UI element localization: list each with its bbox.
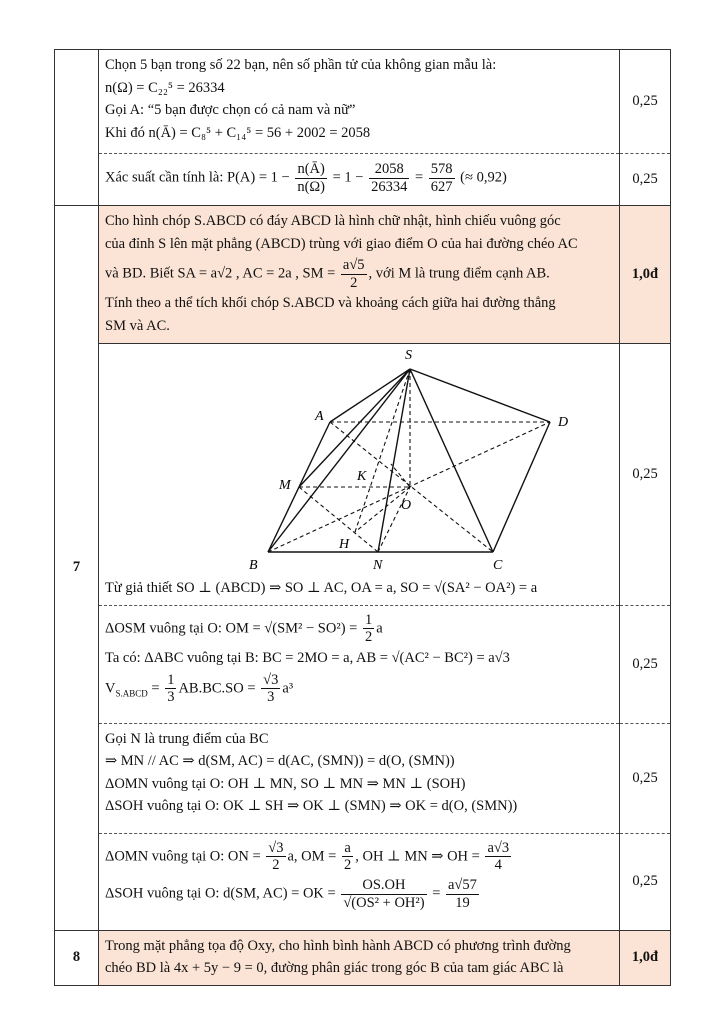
edge-SA — [330, 369, 410, 422]
label-A: A — [315, 408, 324, 424]
text-line: Gọi A: “5 bạn được chọn có cả nam và nữ” — [105, 102, 356, 119]
pyramid-figure — [135, 344, 635, 576]
text-label: Xác suất cần tính là: — [105, 169, 224, 186]
score-cell: 0,25 — [620, 723, 671, 833]
score-cell: 0,25 — [620, 605, 671, 723]
formula-line: ΔOMN vuông tại O: OH ⊥ MN, SO ⊥ MN ⇒ MN ⊥ (SOH) — [105, 775, 466, 792]
text-line: Chọn 5 bạn trong số 22 bạn, nên số phần tử của không gian mẫu là: — [105, 57, 497, 73]
question-number-cell-6 — [55, 50, 99, 206]
fraction: $\frac{a√5}{2}$ — [342, 257, 365, 291]
text-line: và BD. Biết SA = a√2 , AC = 2a , SM = $\frac{a√5}{2}$ , với M là trung điểm cạnh AB. — [105, 257, 550, 291]
solution-table — [54, 49, 671, 986]
edge-SM — [299, 369, 410, 487]
fraction: $\frac{a√57}{19}$ — [448, 876, 477, 911]
figure-caption: Từ giả thiết SO ⊥ (ABCD) ⇒ SO ⊥ AC, OA = a, SO = √(SA² − OA²) = a — [105, 579, 538, 596]
fraction: $\frac{578}{627}$ — [430, 161, 453, 195]
fraction: $\frac{√3}{2}$ — [268, 839, 284, 874]
score-cell: 0,25 — [620, 154, 671, 206]
fraction: $\frac{OS.OH}{\text{√(OS² + OH²)}}$ — [343, 876, 425, 911]
distance-result-cell — [99, 833, 620, 930]
text-line: chéo BD là 4x + 5y − 9 = 0, đường phân giác trong góc B của tam giác ABC là — [105, 960, 564, 977]
formula-line: ⇒ MN // AC ⇒ d(SM, AC) = d(AC, (SMN)) = d(O, (SMN)) — [105, 753, 455, 770]
edge-SN — [378, 369, 410, 552]
diagonal-BD — [268, 422, 550, 552]
text-line: của đỉnh S lên mặt phẳng (ABCD) trùng với giao điểm O của hai đường chéo AC — [105, 235, 578, 252]
formula-line: Khi đó n(Ā) = C₈⁵ + C₁₄⁵ = 56 + 2002 = 2058 — [105, 124, 371, 141]
formula-line: ΔSOH vuông tại O: OK ⊥ SH ⇒ OK ⊥ (SMN) ⇒ OK = d(O, (SMN)) — [105, 798, 518, 815]
formula-text: (≈ 0,92) — [460, 169, 507, 186]
label-D: D — [558, 414, 569, 430]
label-B: B — [249, 557, 258, 573]
edge-SB — [268, 369, 410, 552]
text-line: Gọi N là trung điểm của BC — [105, 730, 269, 747]
score-cell: 0,25 — [620, 343, 671, 605]
label-M: M — [279, 477, 291, 493]
edge-CD — [493, 422, 550, 552]
fraction: $\frac{√3}{3}$ — [263, 671, 279, 706]
label-K: K — [357, 468, 367, 484]
text-line: Cho hình chóp S.ABCD có đáy ABCD là hình chữ nhật, hình chiếu vuông góc — [105, 213, 561, 229]
text-line: SM và AC. — [105, 318, 170, 335]
formula-line: ΔSOH vuông tại O: d(SM, AC) = OK = $\frac{OS.OH}{\text{√(OS² + OH²)}}$ = $\frac{a√57}{19}$ — [105, 876, 477, 911]
label-S: S — [405, 347, 412, 363]
fraction: $\frac{n(Ā)}{n(\Omega)}$ — [297, 161, 325, 195]
formula-line: n(Ω) = C₂₂⁵ = 26334 — [105, 79, 225, 96]
question-7-statement — [99, 206, 620, 344]
formula-text: = — [414, 169, 424, 186]
segment-NO — [378, 487, 410, 552]
fraction: $\frac{2058}{26334}$ — [371, 161, 408, 195]
formula-line: ΔOMN vuông tại O: ON = $\frac{√3}{2}$ a, OM = $\frac{a}{2}$ , OH ⊥ MN ⇒ OH = $\frac{a√3}{4}$ — [105, 839, 510, 874]
distance-setup-cell — [99, 723, 620, 833]
score-cell: 1,0đ — [620, 930, 671, 985]
score-cell: 1,0đ — [620, 206, 671, 344]
formula-line: $V_{S.ABCD}$ = $\frac{1}{3}$ AB.BC.SO = $\frac{√3}{3}$ a³ — [105, 671, 294, 706]
formula-text: P(A) = 1 − — [227, 169, 290, 186]
label-N: N — [373, 557, 383, 573]
fraction: $\frac{a}{2}$ — [343, 839, 352, 874]
fraction: $\frac{1}{3}$ — [167, 671, 175, 706]
question-number-7: 7 — [55, 206, 99, 931]
volume-cell — [99, 605, 620, 723]
sample-space-cell — [99, 50, 620, 154]
probability-cell — [99, 154, 620, 206]
score-cell: 0,25 — [620, 50, 671, 154]
figure-cell — [99, 343, 620, 605]
formula-line: Ta có: ΔABC vuông tại B: BC = 2MO = a, AB = √(AC² − BC²) = a√3 — [105, 649, 510, 666]
label-H: H — [339, 536, 350, 552]
formula-line: ΔOSM vuông tại O: OM = √(SM² − SO²) = $\frac{1}{2}$ a — [105, 611, 383, 646]
question-number-8: 8 — [55, 930, 99, 985]
question-8-statement — [99, 930, 620, 985]
fraction: $\frac{a√3}{4}$ — [487, 839, 510, 874]
label-O: O — [401, 497, 412, 513]
fraction: $\frac{1}{2}$ — [364, 611, 373, 646]
text-line: Trong mặt phẳng tọa độ Oxy, cho hình bình hành ABCD có phương trình đường — [105, 937, 571, 954]
text-line: Tính theo a thể tích khối chóp S.ABCD và khoảng cách giữa hai đường thẳng — [105, 295, 556, 312]
label-C: C — [493, 557, 503, 573]
score-cell: 0,25 — [620, 833, 671, 930]
formula-text: = 1 − — [332, 169, 364, 186]
